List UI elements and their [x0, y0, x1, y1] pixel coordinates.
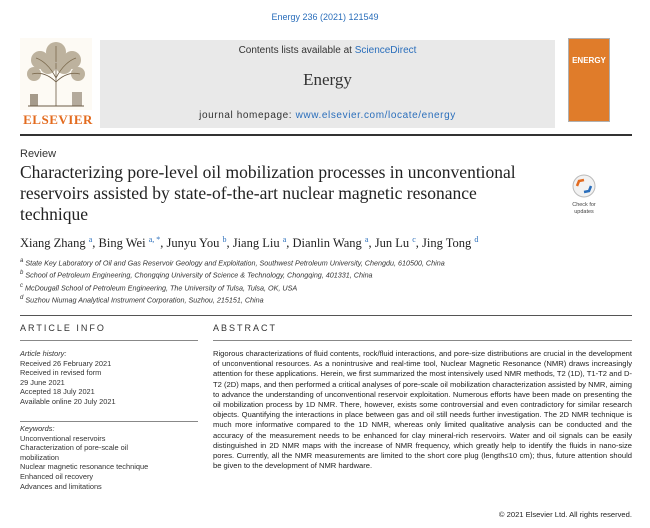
svg-text:updates: updates	[574, 209, 594, 215]
svg-text:Check for: Check for	[572, 202, 596, 208]
section-divider	[20, 315, 632, 316]
keywords	[20, 424, 200, 491]
author[interactable]: Bing Wei	[98, 236, 146, 251]
author-affiliation-mark[interactable]: a	[282, 235, 287, 244]
header-divider	[20, 134, 632, 136]
contents-prefix: Contents lists available at	[238, 45, 355, 56]
keyword: Unconventional reservoirs	[20, 433, 106, 443]
keyword: Advances and limitations	[20, 481, 102, 491]
keyword: Nuclear magnetic resonance technique	[20, 462, 149, 472]
author-affiliation-mark[interactable]: d	[474, 235, 479, 244]
author[interactable]: Xiang Zhang	[20, 236, 86, 251]
abstract-rule	[213, 340, 632, 341]
history-label: Article history:	[20, 349, 67, 358]
history-item: 29 June 2021	[20, 377, 65, 387]
journal-cover-thumbnail[interactable]	[568, 38, 610, 122]
keywords-rule	[20, 421, 198, 422]
history-item: Accepted 18 July 2021	[20, 387, 95, 397]
article-info-heading: ARTICLE INFO	[20, 323, 106, 333]
author[interactable]: Dianlin Wang	[292, 236, 362, 251]
author[interactable]: Junyu You	[166, 236, 220, 251]
history-item: Received 26 February 2021	[20, 358, 112, 368]
affiliations	[20, 256, 620, 306]
affiliation: $^d$ Suzhou Niumag Analytical Instrument Corporation, Suzhou, 215151, China	[20, 295, 264, 305]
check-for-updates-icon[interactable]	[566, 172, 602, 216]
homepage-link[interactable]: www.elsevier.com/locate/energy	[295, 110, 456, 121]
elsevier-wordmark: ELSEVIER	[23, 112, 93, 127]
article-info-rule	[20, 340, 198, 341]
journal-citation[interactable]: Energy 236 (2021) 121549	[271, 12, 379, 22]
article-type: Review	[20, 148, 57, 160]
author[interactable]: Jing Tong	[422, 236, 472, 251]
abstract-heading: ABSTRACT	[213, 323, 278, 333]
keywords-label: Keywords:	[20, 424, 55, 433]
author[interactable]: Jiang Liu	[232, 236, 280, 251]
article-history	[20, 349, 200, 407]
author-affiliation-mark[interactable]: b	[222, 235, 227, 244]
author[interactable]: Jun Lu	[374, 236, 410, 251]
journal-homepage	[100, 110, 555, 121]
homepage-prefix: journal homepage:	[199, 110, 296, 121]
affiliation: $^a$ State Key Laboratory of Oil and Gas Reservoir Geology and Exploitation, Southwest Petroleum University, Chengdu, 610500, China	[20, 258, 445, 268]
abstract-text: Rigorous characterizations of fluid contents, rock/fluid interactions, and pore-size distributions are crucial in the development of unconventional resources. As a nonintrusive and real-time tool, Nuclear Magnetic Resonance (NMR) draws increasingly attention for these applications. Herein, we first summarized the most intensively used NMR methods, T2 (1D), T1-T2 and D-T2 (2D) maps, and then performed a critical analyses of pore-scale oil mobilization characterization assisted by NMR, aiming to advance the understanding of unconventional reservoir exploitation. Numerous efforts have been made on presenting the oil mobilization process by 1D NMR. There, however, exists some controversial and even contradictory for similar research objects. Quantifying the interactions in place between gas and oil still needs further investigation. The 2D NMR technique is much more informative compared to the 1D NMR, whereas only limited qualitative analysis can be conducted and the accuracy of the measurement needs to be enhanced for clay mineral-rich reservoirs. Water and oil signals can be easily distinguished in 2D NMR maps with the increase of NMR frequency, which greatly help to identify the fluids in nano-size pores. Currently, all the NMR measurements are limited to the short core plug (length≤10 cm); thus, future attention should be given to the development of NMR hardware.	[213, 349, 632, 471]
keyword: Characterization of pore-scale oil	[20, 443, 129, 453]
author-list: Xiang Zhang $^a$, Bing Wei $^{a, *}$, Junyu You $^b$, Jiang Liu $^a$, Dianlin Wang $^a$, Jun Lu $^c$, Jing Tong $^d$	[20, 235, 479, 251]
history-item: Available online 20 July 2021	[20, 396, 116, 406]
cover-title: ENERGY	[572, 56, 606, 65]
history-item: Received in revised form	[20, 368, 102, 378]
affiliation: $^c$ McDougall School of Petroleum Engineering, The University of Tulsa, Tulsa, OK, USA	[20, 282, 298, 293]
author-affiliation-mark[interactable]: a	[88, 235, 93, 244]
author-affiliation-mark[interactable]: a	[364, 235, 369, 244]
article-title: Characterizing pore-level oil mobilization processes in unconventional reservoirs assisted by state-of-the-art nuclear magnetic resonance technique	[20, 162, 516, 224]
sciencedirect-link[interactable]: ScienceDirect	[354, 45, 417, 56]
keyword: Enhanced oil recovery	[20, 471, 94, 481]
elsevier-tree-logo-icon	[20, 38, 92, 110]
author-affiliation-mark[interactable]: a, *	[148, 235, 161, 244]
author-affiliation-mark[interactable]: c	[412, 235, 416, 244]
keyword: mobilization	[20, 452, 60, 462]
copyright: © 2021 Elsevier Ltd. All rights reserved.	[498, 510, 632, 519]
contents-line	[100, 45, 555, 56]
affiliation: $^b$ School of Petroleum Engineering, Chongqing University of Science & Technology, Chongqing, 401331, China	[20, 270, 373, 280]
journal-title: Energy	[303, 70, 352, 89]
